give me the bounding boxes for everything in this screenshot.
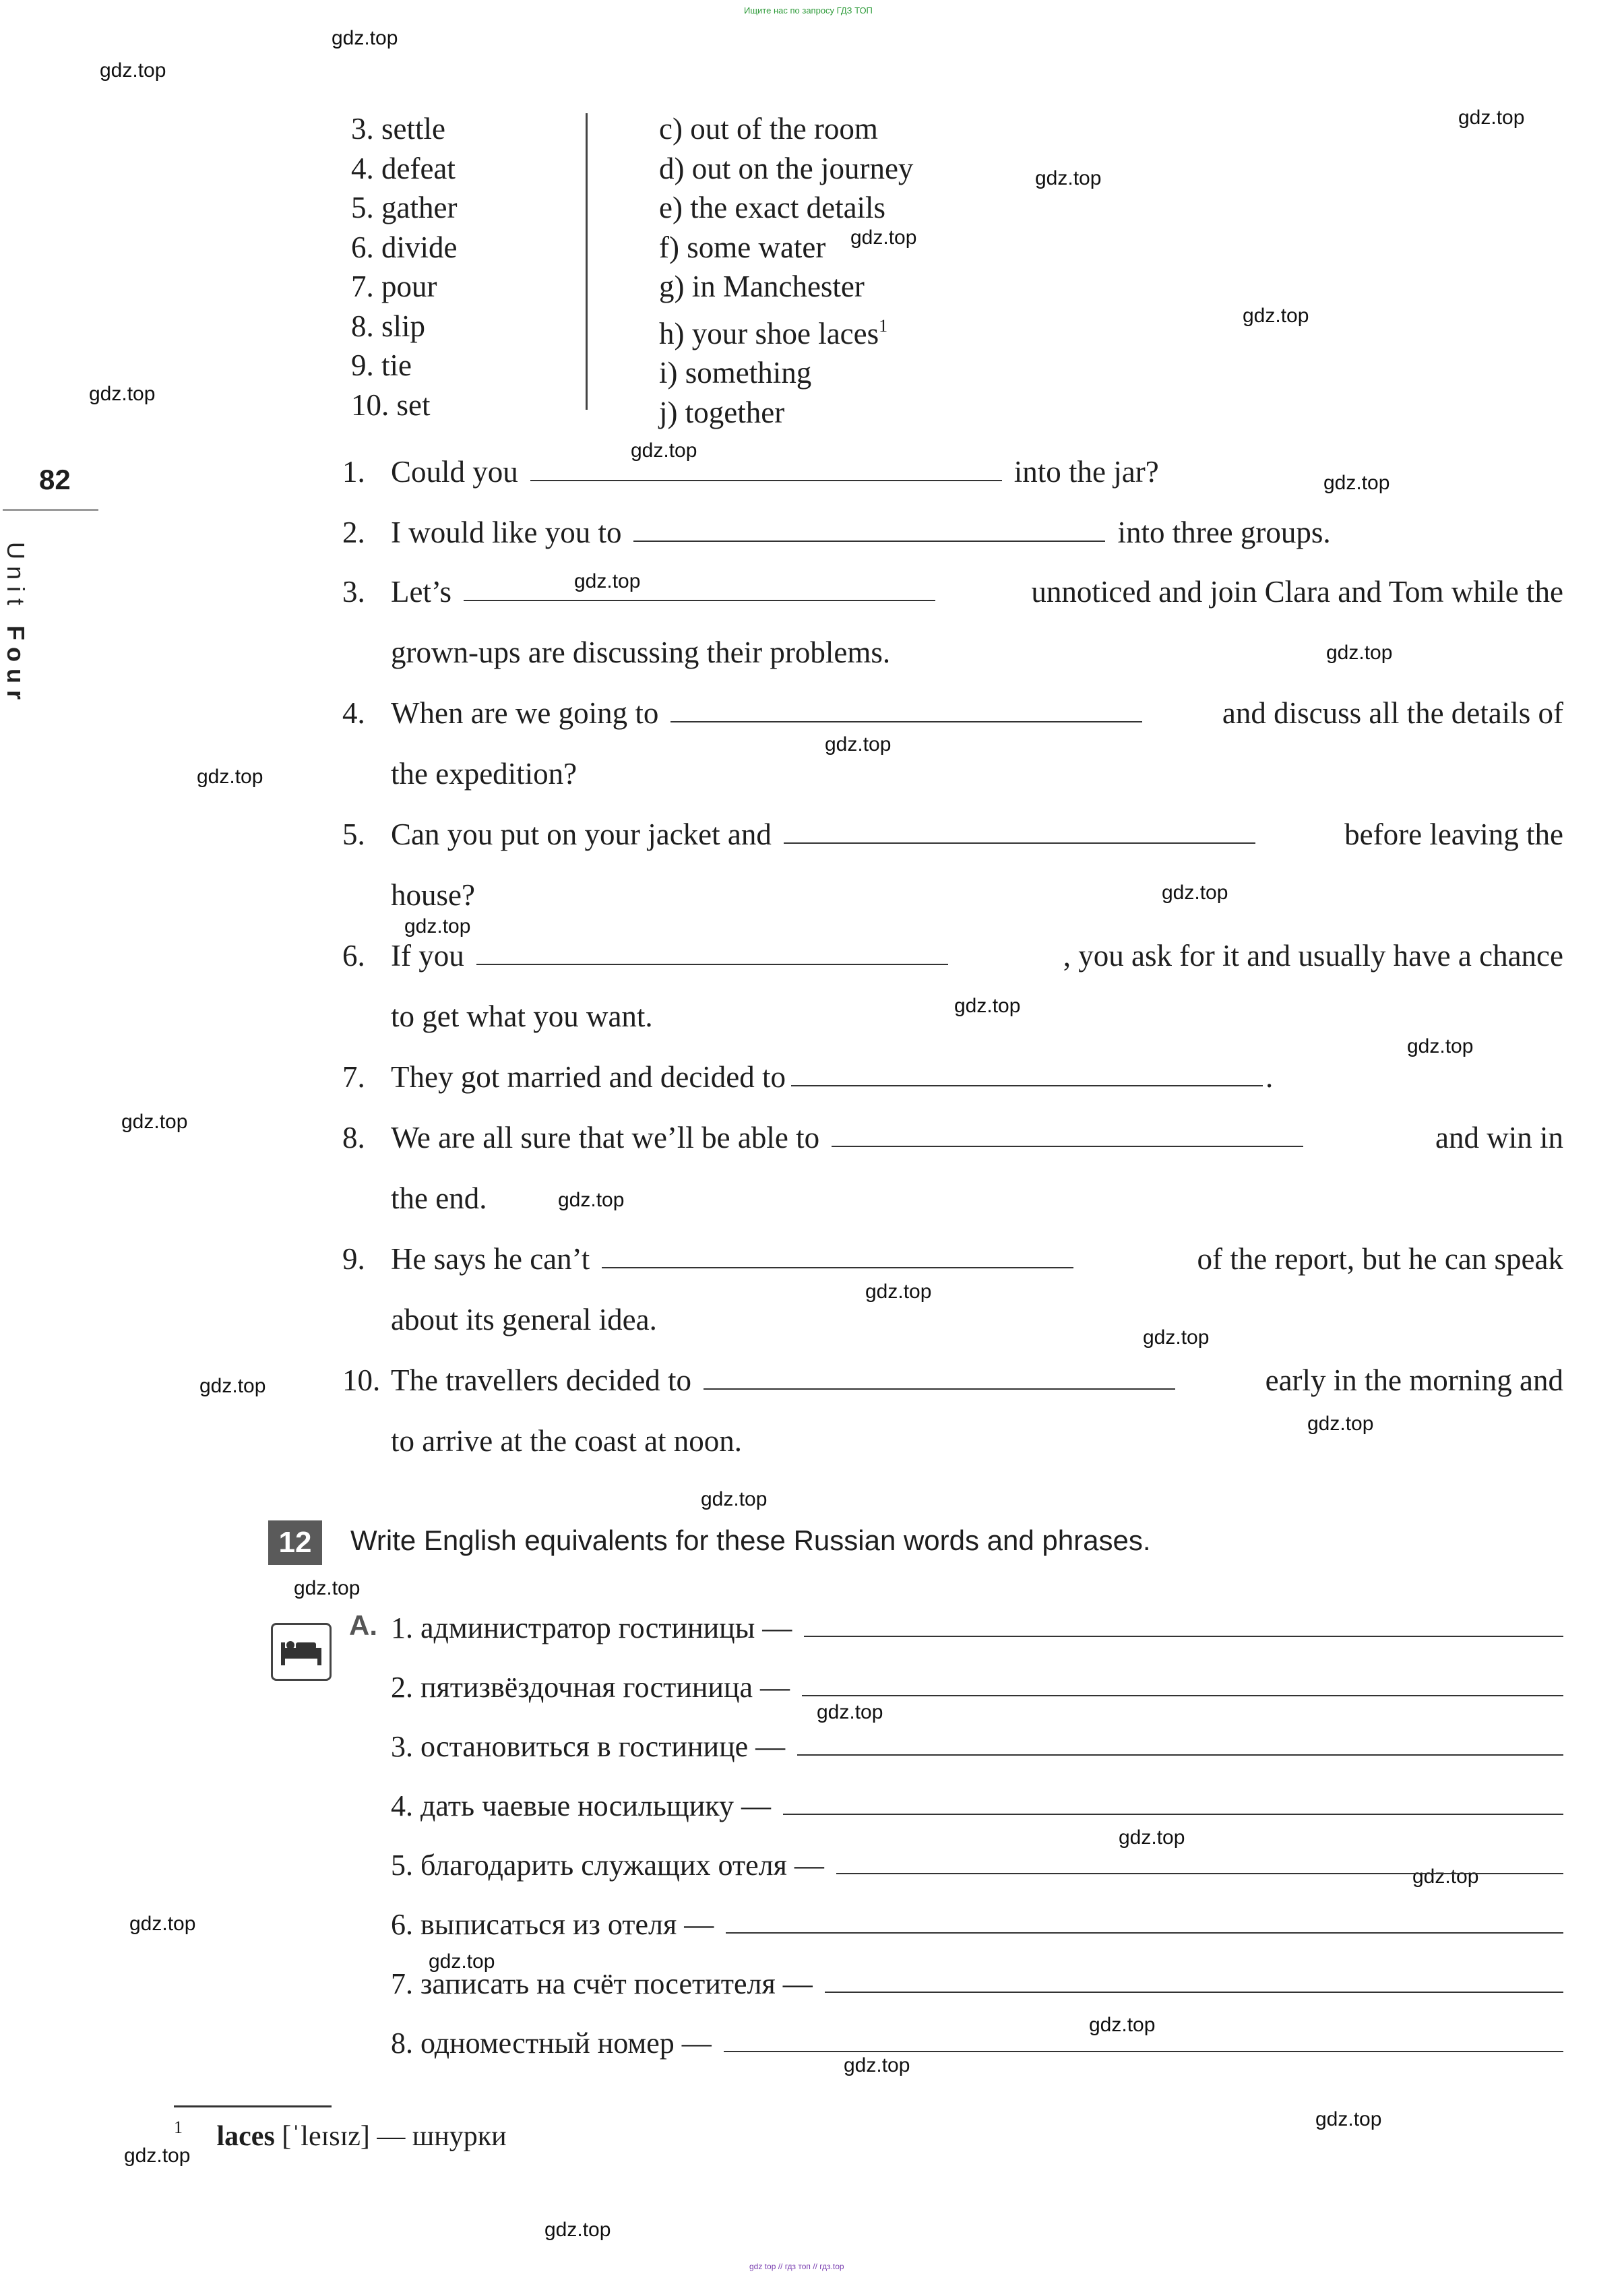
sentence-4-continuation: the expedition? bbox=[391, 757, 577, 791]
sentence-6-continuation: to get what you want. bbox=[391, 999, 653, 1033]
watermark: gdz.top bbox=[197, 766, 263, 788]
sentence-text-after: and win in bbox=[1435, 1121, 1563, 1154]
sentence-4 bbox=[342, 696, 1563, 731]
sentence-10-continuation: to arrive at the coast at noon. bbox=[391, 1424, 743, 1458]
item-text: 8. одноместный номер — bbox=[391, 2027, 712, 2060]
footnote-marker: 1 bbox=[879, 315, 888, 336]
watermark: gdz.top bbox=[1458, 106, 1525, 129]
sentence-9-continuation: about its general idea. bbox=[391, 1303, 657, 1336]
list-item bbox=[391, 2026, 1563, 2060]
answer-blank[interactable] bbox=[804, 1634, 1563, 1637]
matching-left-item: 7. pour bbox=[351, 270, 437, 303]
matching-right-item-text: h) your shoe laces bbox=[659, 316, 879, 350]
answer-blank[interactable] bbox=[836, 1872, 1563, 1874]
sentence-10 bbox=[342, 1363, 1563, 1398]
answer-blank[interactable] bbox=[602, 1266, 1073, 1268]
watermark: gdz.top bbox=[574, 570, 641, 592]
sentence-text-before: If you bbox=[391, 939, 464, 973]
matching-right-item: e) the exact details bbox=[659, 191, 886, 224]
matching-right-item: g) in Manchester bbox=[659, 270, 865, 303]
search-banner-top: Ищите нас по запросу ГДЗ ТОП bbox=[744, 5, 873, 16]
item-text: 1. администратор гостиницы — bbox=[391, 1611, 792, 1644]
watermark: gdz.top bbox=[1089, 2014, 1156, 2036]
watermark: gdz.top bbox=[294, 1577, 361, 1599]
answer-blank[interactable] bbox=[633, 539, 1105, 542]
answer-blank[interactable] bbox=[832, 1144, 1303, 1147]
sentence-text-after: and discuss all the details of bbox=[1222, 696, 1563, 730]
watermark: gdz.top bbox=[124, 2145, 191, 2167]
watermark: gdz.top bbox=[129, 1913, 196, 1935]
unit-label bbox=[1, 542, 30, 706]
section-a-label: A. bbox=[349, 1609, 377, 1641]
watermark: gdz.top bbox=[1323, 472, 1390, 494]
matching-right-item: d) out on the journey bbox=[659, 151, 914, 185]
watermark: gdz.top bbox=[1412, 1865, 1479, 1888]
sentence-number: 8. bbox=[342, 1121, 365, 1154]
answer-blank[interactable] bbox=[464, 598, 935, 601]
item-text: 4. дать чаевые носильщику — bbox=[391, 1789, 772, 1822]
sentence-number: 4. bbox=[342, 696, 365, 730]
sentence-2 bbox=[342, 515, 1563, 550]
answer-blank[interactable] bbox=[802, 1694, 1563, 1696]
unit-label-number: Four bbox=[2, 625, 30, 707]
answer-blank[interactable] bbox=[530, 479, 1002, 481]
list-item bbox=[391, 1907, 1563, 1942]
sentence-number: 5. bbox=[342, 818, 365, 851]
search-banner-bottom: gdz top // гдз топ // гдз.top bbox=[749, 2262, 844, 2271]
sentence-6 bbox=[342, 938, 1563, 973]
matching-right-item: c) out of the room bbox=[659, 112, 878, 146]
watermark: gdz.top bbox=[121, 1111, 188, 1133]
sentence-text-after: into the jar? bbox=[1013, 455, 1159, 489]
answer-blank[interactable] bbox=[791, 1084, 1263, 1086]
footnote-rule bbox=[174, 2105, 332, 2107]
list-item bbox=[391, 1789, 1563, 1823]
watermark: gdz.top bbox=[544, 2219, 611, 2241]
matching-left-item: 9. tie bbox=[351, 348, 412, 382]
watermark: gdz.top bbox=[1307, 1413, 1374, 1435]
page-number-rule bbox=[3, 509, 98, 511]
sentence-number: 3. bbox=[342, 575, 365, 609]
sentence-3-continuation: grown-ups are discussing their problems. bbox=[391, 636, 891, 669]
watermark: gdz.top bbox=[1326, 642, 1393, 664]
answer-blank[interactable] bbox=[704, 1387, 1175, 1390]
watermark: gdz.top bbox=[1407, 1035, 1474, 1057]
sentence-number: 1. bbox=[342, 455, 365, 489]
matching-left-item: 8. slip bbox=[351, 309, 426, 343]
watermark: gdz.top bbox=[825, 733, 892, 755]
sentence-5-continuation: house? bbox=[391, 878, 475, 912]
sentence-number: 7. bbox=[342, 1060, 365, 1094]
watermark: gdz.top bbox=[701, 1488, 768, 1510]
watermark: gdz.top bbox=[1143, 1326, 1210, 1349]
sentence-text-before: He says he can’t bbox=[391, 1242, 590, 1276]
sentence-text-after: . bbox=[1266, 1060, 1274, 1094]
exercise-number-badge: 12 bbox=[268, 1520, 322, 1565]
page-number: 82 bbox=[39, 464, 71, 495]
sentence-number: 9. bbox=[342, 1242, 365, 1276]
item-text: 3. остановиться в гостинице — bbox=[391, 1730, 786, 1763]
bed-icon bbox=[271, 1623, 332, 1681]
sentence-text-after: into three groups. bbox=[1117, 516, 1331, 549]
sentence-text-after: unnoticed and join Clara and Tom while the bbox=[1031, 575, 1563, 609]
matching-left-item: 3. settle bbox=[351, 112, 445, 146]
watermark: gdz.top bbox=[199, 1375, 266, 1397]
item-text: 2. пятизвёздочная гостиница — bbox=[391, 1671, 790, 1704]
matching-left-column bbox=[351, 109, 457, 425]
watermark: gdz.top bbox=[954, 995, 1021, 1017]
sentence-text-before: The travellers decided to bbox=[391, 1363, 692, 1397]
matching-divider bbox=[586, 113, 588, 410]
watermark: gdz.top bbox=[817, 1701, 883, 1723]
sentence-number: 10. bbox=[342, 1363, 381, 1397]
sentence-9 bbox=[342, 1241, 1563, 1276]
sentence-text-before: When are we going to bbox=[391, 696, 659, 730]
list-item bbox=[391, 1848, 1563, 1882]
watermark: gdz.top bbox=[332, 27, 398, 49]
matching-left-item: 4. defeat bbox=[351, 151, 456, 185]
matching-left-item: 10. set bbox=[351, 388, 431, 422]
matching-right-item bbox=[659, 307, 913, 354]
watermark: gdz.top bbox=[100, 59, 166, 82]
answer-blank[interactable] bbox=[476, 962, 948, 965]
list-item bbox=[391, 1967, 1563, 2001]
watermark: gdz.top bbox=[1243, 305, 1309, 327]
watermark: gdz.top bbox=[89, 383, 156, 405]
answer-blank[interactable] bbox=[726, 1931, 1563, 1934]
list-item bbox=[391, 1611, 1563, 1645]
footnote-word: laces bbox=[216, 2121, 275, 2152]
watermark: gdz.top bbox=[1315, 2108, 1382, 2130]
sentence-text-before: We are all sure that we’ll be able to bbox=[391, 1121, 820, 1154]
watermark: gdz.top bbox=[865, 1281, 932, 1303]
footnote-number: 1 bbox=[174, 2118, 183, 2137]
matching-right-item: f) some water bbox=[659, 230, 826, 264]
answer-blank[interactable] bbox=[797, 1753, 1563, 1756]
unit-label-word: Unit bbox=[2, 542, 30, 613]
sentence-1 bbox=[342, 454, 1563, 489]
sentence-text-before: They got married and decided to bbox=[391, 1060, 786, 1094]
sentence-8 bbox=[342, 1120, 1563, 1155]
list-item bbox=[391, 1729, 1563, 1764]
watermark: gdz.top bbox=[1035, 167, 1102, 189]
answer-blank[interactable] bbox=[825, 1990, 1563, 1993]
watermark: gdz.top bbox=[1162, 882, 1228, 904]
matching-right-column bbox=[659, 109, 913, 432]
watermark: gdz.top bbox=[631, 439, 697, 462]
matching-left-item: 5. gather bbox=[351, 191, 458, 224]
exercise-title: Write English equivalents for these Russian words and phrases. bbox=[350, 1524, 1151, 1556]
sentence-text-after: early in the morning and bbox=[1265, 1363, 1563, 1397]
sentence-number: 2. bbox=[342, 516, 365, 549]
sentence-text-before: Could you bbox=[391, 455, 518, 489]
item-text: 5. благодарить служащих отеля — bbox=[391, 1849, 824, 1882]
matching-right-item: i) something bbox=[659, 356, 812, 390]
sentence-text-before: Let’s bbox=[391, 575, 451, 609]
answer-blank[interactable] bbox=[670, 720, 1142, 722]
watermark: gdz.top bbox=[558, 1189, 625, 1211]
watermark: gdz.top bbox=[850, 226, 917, 249]
footnote bbox=[174, 2118, 507, 2153]
sentence-8-continuation: the end. bbox=[391, 1181, 487, 1215]
sentence-3 bbox=[342, 574, 1563, 609]
footnote-transcription: [ˈleɪsɪz] — шнурки bbox=[282, 2121, 507, 2152]
sentence-text-after: of the report, but he can speak bbox=[1197, 1242, 1563, 1276]
sentence-text-before: Can you put on your jacket and bbox=[391, 818, 772, 851]
matching-right-item: j) together bbox=[659, 395, 785, 429]
sentence-text-after: before leaving the bbox=[1344, 818, 1563, 851]
answer-blank[interactable] bbox=[783, 1812, 1563, 1815]
item-text: 6. выписаться из отеля — bbox=[391, 1908, 714, 1941]
watermark: gdz.top bbox=[429, 1950, 495, 1973]
sentence-text-after: , you ask for it and usually have a chance bbox=[1063, 939, 1563, 973]
sentence-5 bbox=[342, 817, 1563, 852]
watermark: gdz.top bbox=[844, 2054, 910, 2076]
sentence-text-before: I would like you to bbox=[391, 516, 622, 549]
watermark: gdz.top bbox=[1119, 1826, 1185, 1849]
list-item bbox=[391, 1670, 1563, 1704]
item-text: 7. записать на счёт посетителя — bbox=[391, 1967, 813, 2000]
watermark: gdz.top bbox=[404, 915, 471, 937]
matching-left-item: 6. divide bbox=[351, 230, 458, 264]
sentence-7 bbox=[342, 1059, 1563, 1094]
answer-blank[interactable] bbox=[724, 2049, 1563, 2052]
sentence-number: 6. bbox=[342, 939, 365, 973]
answer-blank[interactable] bbox=[784, 841, 1255, 844]
